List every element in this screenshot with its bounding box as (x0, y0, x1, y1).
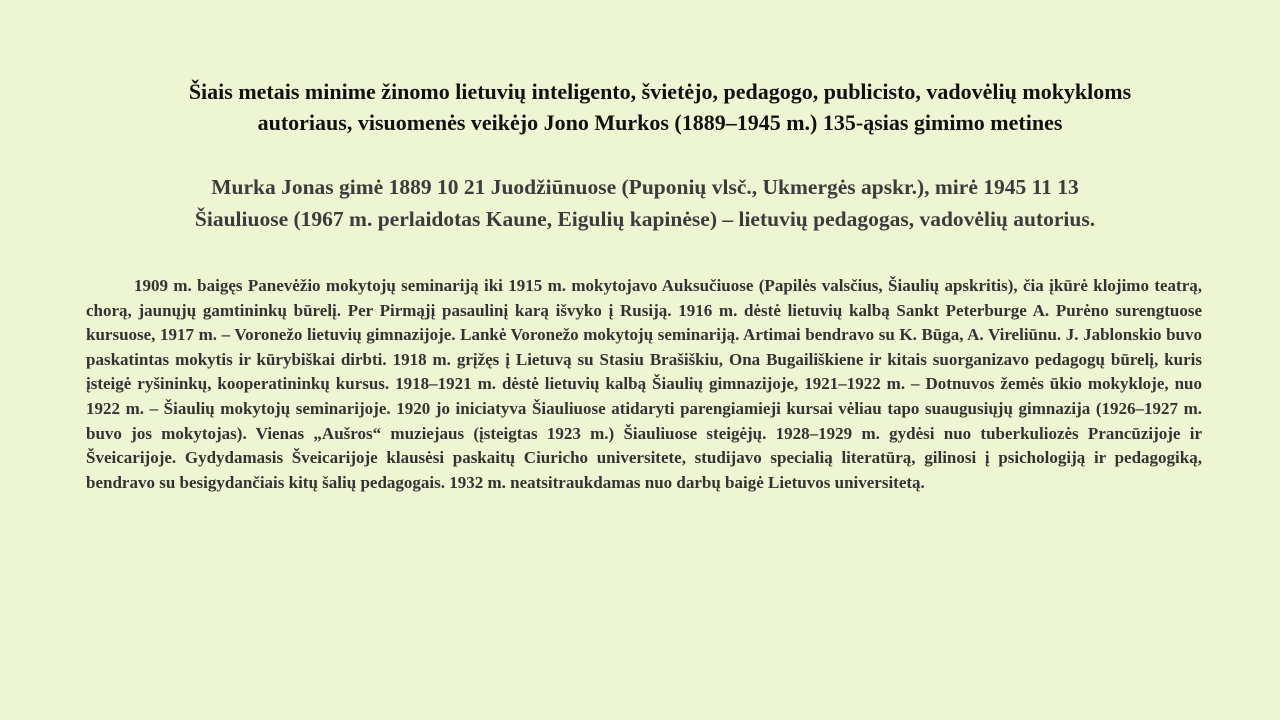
headline-line-2: autoriaus, visuomenės veikėjo Jono Murkos (1889–1945 m.) 135-ąsias gimimo metines (257, 110, 1063, 135)
subhead-line-2: Šiauliuose (1967 m. perlaidotas Kaune, Eigulių kapinėse) – lietuvių pedagogas, vadovėlių autorius. (194, 207, 1096, 231)
biography-paragraph: 1909 m. baigęs Panevėžio mokytojų seminariją iki 1915 m. mokytojavo Auksučiuose (Papilės valsčius, Šiaulių apskritis), čia įkūrė klojimo teatrą, chorą, jaunųjų gamtininkų būrelį. Per Pirmąjį pasaulinį karą išvyko į Rusiją. 1916 m. dėstė lietuvių kalbą Sankt Peterburge A. Purėno surengtuose kursuose, 1917 m. – Voronežo lietuvių gimnazijoje. Lankė Voronežo mokytojų seminariją. Artimai bendravo su K. Būga, A. Vireliūnu. J. Jablonskio buvo paskatintas mokytis ir kūrybiškai dirbti. 1918 m. grįžęs į Lietuvą su Stasiu Brašiškiu, Ona Bugailiškiene ir kitais suorganizavo pedagogų būrelį, kuris įsteigė ryšininkų, kooperatininkų kursus. 1918–1921 m. dėstė lietuvių kalbą Šiaulių gimnazijoje, 1921–1922 m. – Dotnuvos žemės ūkio mokykloje, nuo 1922 m. – Šiaulių mokytojų seminarijoje. 1920 jo iniciatyva Šiauliuose atidaryti parengiamieji kursai vėliau tapo suaugusiųjų gimnazija (1926–1927 m. buvo jos mokytojas). Vienas „Aušros“ muziejaus (įsteigtas 1923 m.) Šiauliuose steigėjų. 1928–1929 m. gydėsi nuo tuberkuliozės Prancūzijoje ir Šveicarijoje. Gydydamasis Šveicarijoje klausėsi paskaitų Ciuricho universitete, studijavo specialią literatūrą, gilinosi į psichologiją ir pedagogiką, bendravo su besigydančiais kitų šalių pedagogais. 1932 m. neatsitraukdamas nuo darbų baigė Lietuvos universitetą. (86, 276, 1202, 492)
subhead-line-1: Murka Jonas gimė 1889 10 21 Juodžiūnuose (Puponių vlsč., Ukmergės apskr.), mirė 1945 11 13 (211, 175, 1079, 199)
headline (120, 76, 1200, 138)
headline-line-1: Šiais metais minime žinomo lietuvių inteligento, švietėjo, pedagogo, publicisto, vadovėlių mokykloms (188, 79, 1132, 104)
biography-summary (100, 171, 1190, 235)
